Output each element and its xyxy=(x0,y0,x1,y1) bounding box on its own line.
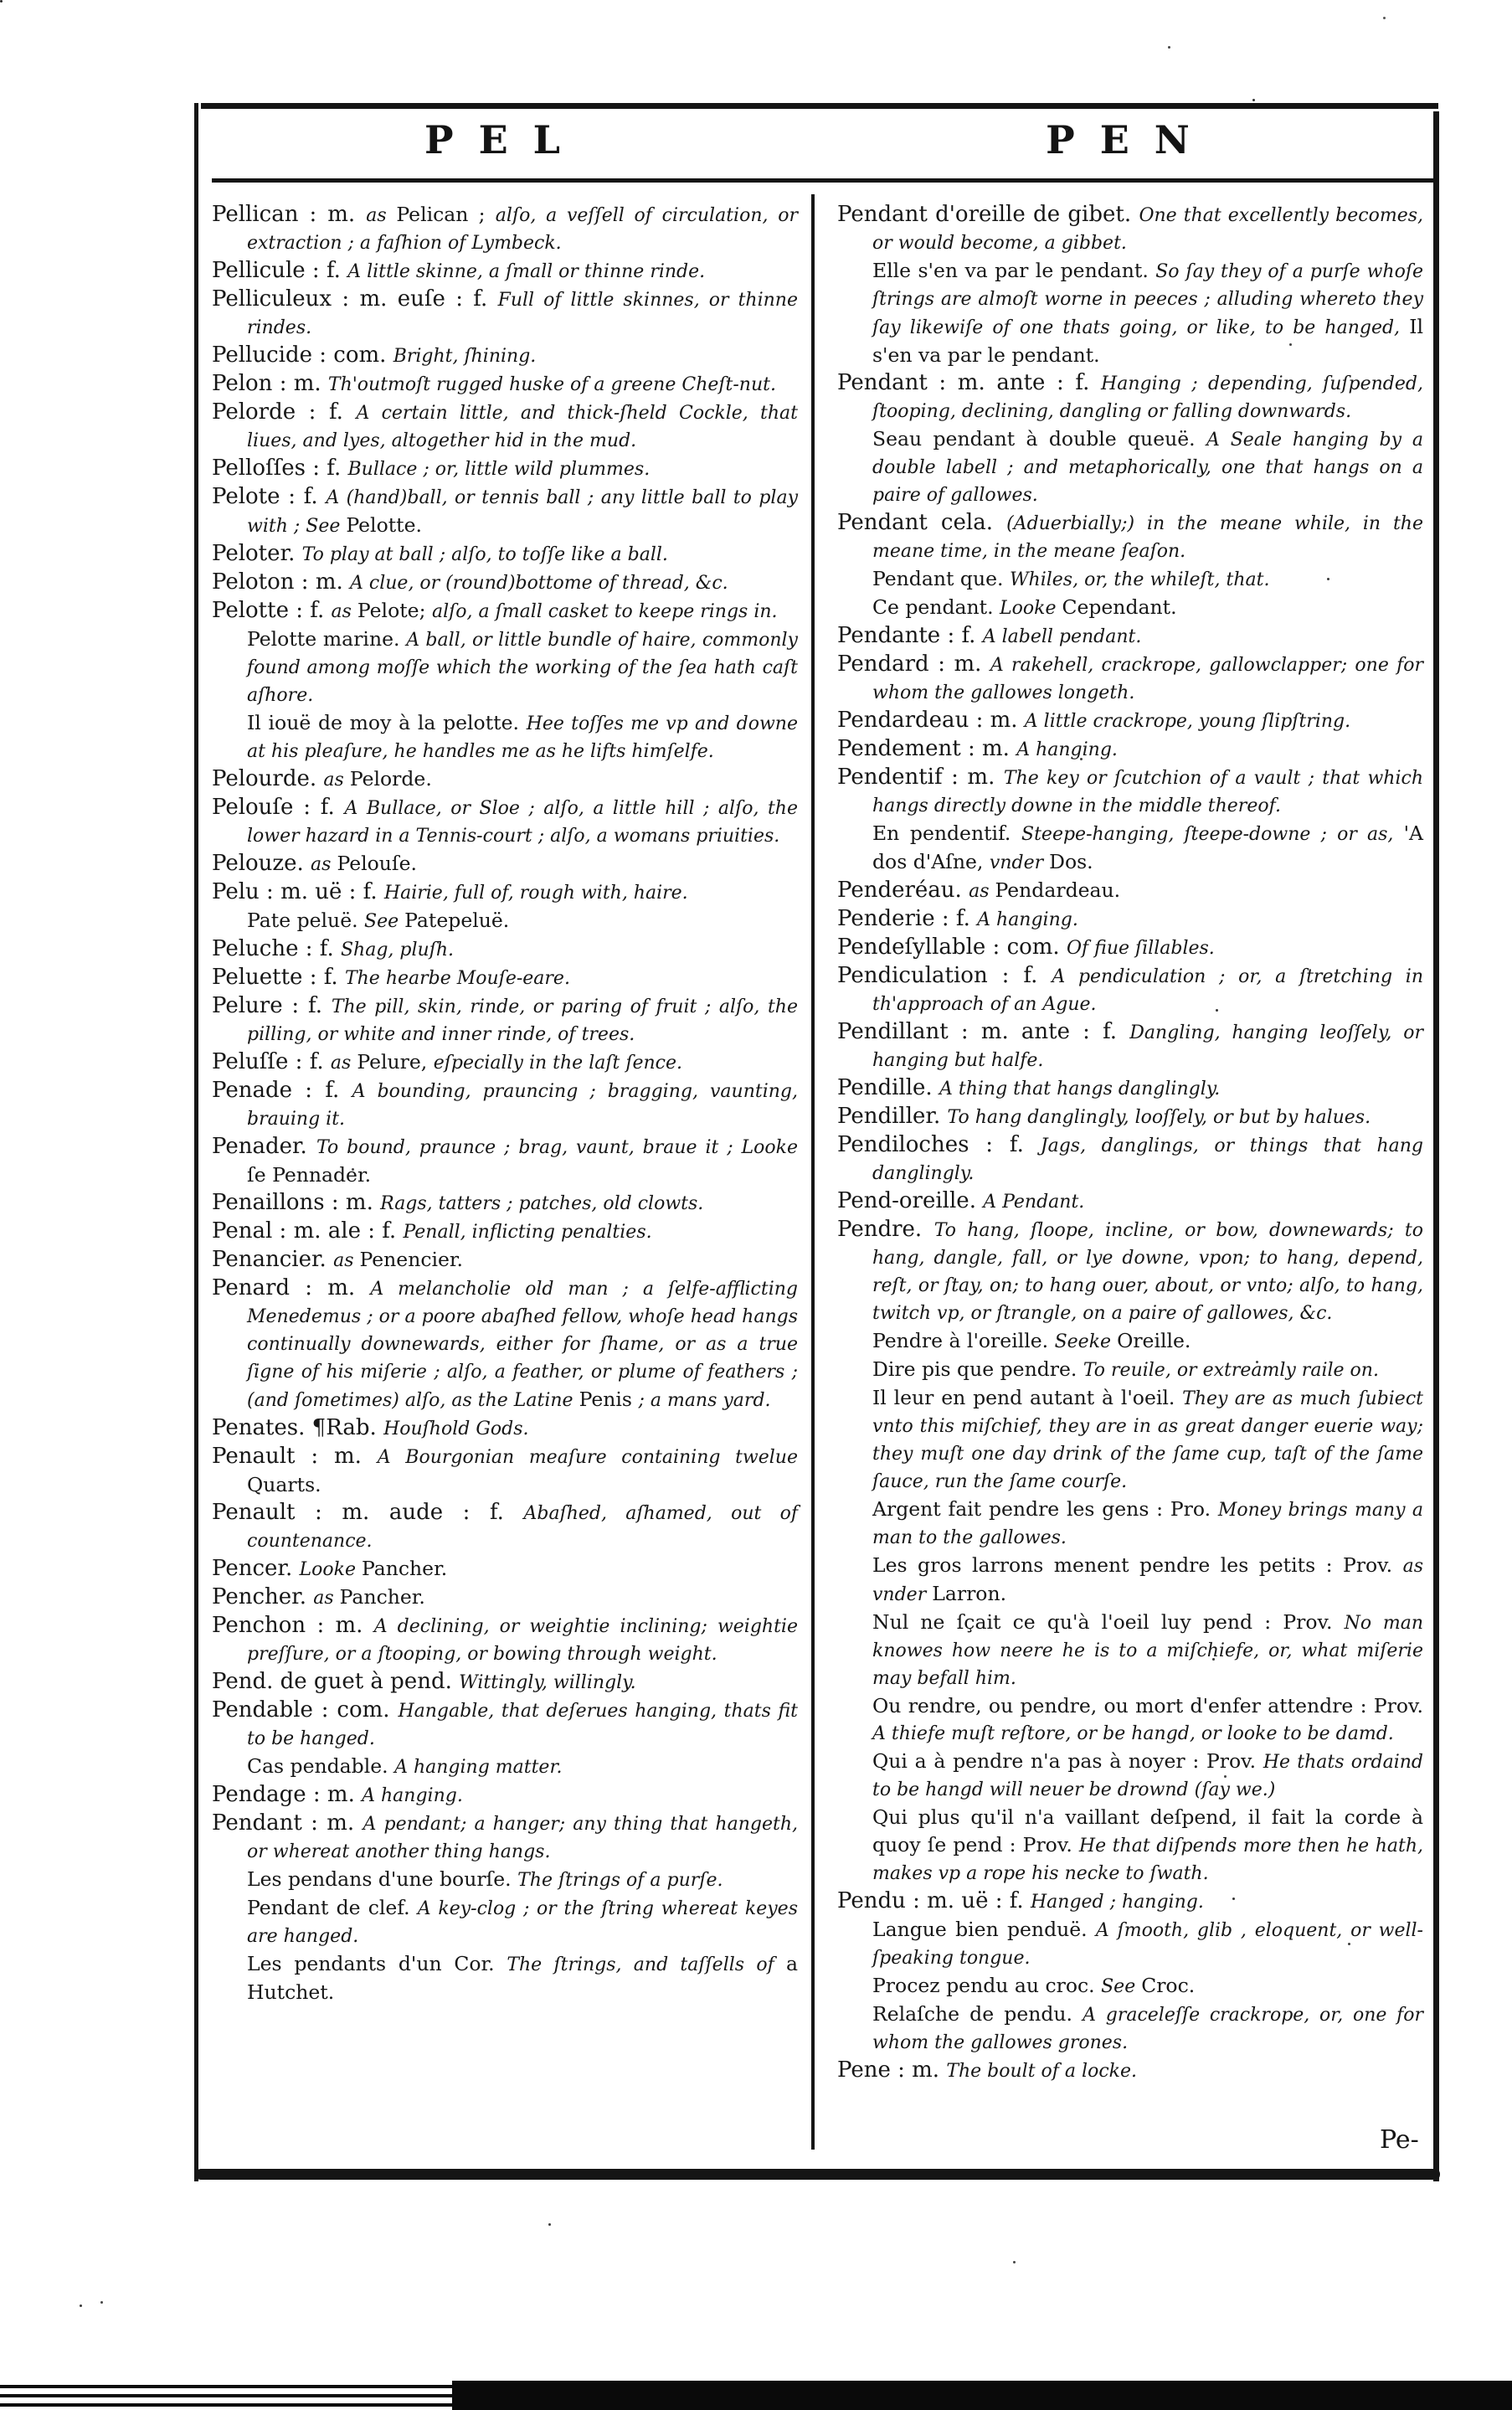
gloss-text: Wittingly, willingly. xyxy=(459,1672,636,1693)
headword: Peluſſe : f. xyxy=(212,1049,331,1074)
gloss-text: A labell pendant. xyxy=(982,626,1142,647)
dictionary-sub-entry xyxy=(837,1327,1423,1356)
dictionary-entry xyxy=(212,1499,798,1555)
column-divider-rule xyxy=(811,194,815,2150)
headword: Ce pendant. xyxy=(872,595,1000,619)
gloss-text: alſo, a ſmall casket to keepe rings in. xyxy=(431,601,778,622)
headword: Pendement : m. xyxy=(837,736,1017,761)
headword: En pendentif. xyxy=(872,821,1022,845)
dictionary-entry xyxy=(212,1583,798,1612)
gloss-text: To play at ball ; alſo, to toſſe like a ball. xyxy=(301,544,668,565)
gloss-text: eſpecially in the laſt ſence. xyxy=(433,1053,682,1074)
dictionary-entry xyxy=(212,1414,798,1443)
dictionary-sub-entry xyxy=(837,1748,1423,1804)
headword: Cas pendable. xyxy=(247,1754,395,1778)
gloss-text: A hanging matter. xyxy=(394,1757,563,1778)
dictionary-entry xyxy=(212,1697,798,1753)
headword: Il leur en pend autant à l'oeil. xyxy=(872,1386,1183,1409)
dictionary-entry xyxy=(212,878,798,907)
headword: Peluche : f. xyxy=(212,936,341,961)
french-text: Larron. xyxy=(932,1582,1007,1605)
dictionary-sub-entry xyxy=(837,1692,1423,1748)
headword: Penault : m. xyxy=(212,1444,378,1469)
french-text: Pancher. xyxy=(361,1557,448,1580)
dictionary-entry xyxy=(837,1103,1423,1131)
headword: Pelote : f. xyxy=(212,484,327,509)
gloss-text: Seeke xyxy=(1054,1331,1118,1352)
gloss-text: as vnder xyxy=(872,1556,1423,1605)
gloss-text: He that diſpends more then he hath, makes vp a rope his necke to ſwath. xyxy=(872,1836,1423,1884)
gloss-text: (Aduerbially;) in the meane while, in the meane time, in the meane ſeaſon. xyxy=(872,513,1423,562)
catchword: Pe- xyxy=(1380,2125,1419,2155)
gloss-text: as xyxy=(969,881,995,902)
headword: Peloter. xyxy=(212,541,302,566)
gloss-text: A ball, or little bundle of haire, commonly found among moſſe which the working of the ſea hath caſt aſhore. xyxy=(247,630,798,706)
gloss-text: The ſtrings of a purſe. xyxy=(517,1870,723,1891)
french-text: Oreille. xyxy=(1117,1329,1191,1352)
dictionary-entry xyxy=(212,455,798,483)
gloss-text: Looke xyxy=(299,1559,362,1580)
headword: Pelotte marine. xyxy=(247,627,407,651)
gloss-text: Whiles, or, the whileſt, that. xyxy=(1009,569,1270,590)
page-header-right: PEN xyxy=(1046,117,1215,162)
gloss-text: To hang, ſloope, incline, or bow, downewards; to hang, dangle, fall, or lye downe, vpon; to hang, depend, reſt, or ſtay, on; to hang ouer, about, or vnto; alſo, to hang, twitch vp, or ſtrangle, on a paire of gallowes, &c. xyxy=(872,1220,1423,1324)
gloss-text: A little skinne, a ſmall or thinne rinde. xyxy=(347,261,706,282)
headword: Pendre. xyxy=(837,1217,934,1242)
headword: Les pendans d'une bourſe. xyxy=(247,1867,518,1891)
dictionary-entry xyxy=(212,286,798,342)
dictionary-entry xyxy=(837,962,1423,1018)
scan-noise-speckles xyxy=(0,0,3,3)
french-text: Penis xyxy=(579,1388,639,1411)
gloss-text: A graceleſſe crackrope, or, one for whom the gallowes grones. xyxy=(872,2005,1423,2053)
gloss-text: A pendant; a hanger; any thing that hangeth, or whereat another thing hangs. xyxy=(247,1814,798,1862)
headword: Pelloſſes : f. xyxy=(212,456,348,481)
headword: Pend-oreille. xyxy=(837,1188,984,1213)
headword: Pendu : m. uë : f. xyxy=(837,1888,1031,1913)
gloss-text: Bullace ; or, little wild plummes. xyxy=(347,459,651,480)
gloss-text: A hanging. xyxy=(1016,739,1118,760)
gloss-text: The ſtrings, and taſſells of xyxy=(507,1954,786,1975)
headword: Pend. de guet à pend. xyxy=(212,1669,460,1694)
dictionary-entry xyxy=(837,201,1423,257)
gloss-text: A bounding, prauncing ; bragging, vaunting, brauing it. xyxy=(247,1081,798,1130)
header-separator-rule xyxy=(212,178,1436,183)
headword: Pendiller. xyxy=(837,1104,948,1129)
left-border-rule xyxy=(194,103,198,2181)
headword: Pendard : m. xyxy=(837,651,990,677)
gloss-text: A Seale hanging by a double labell ; and metaphorically, one that hangs on a paire of gallowes. xyxy=(872,430,1423,506)
headword: Penard : m. xyxy=(212,1275,371,1300)
headword: Pelotte : f. xyxy=(212,598,332,623)
dictionary-entry xyxy=(212,1810,798,1866)
headword: Penancier. xyxy=(212,1247,334,1272)
headword: Pelu : m. uë : f. xyxy=(212,879,384,904)
dictionary-sub-entry xyxy=(837,1496,1423,1552)
headword: Pendant : m. xyxy=(212,1810,363,1836)
headword: Nul ne ſçait ce qu'à l'oeil luy pend : Prov. xyxy=(872,1610,1345,1634)
dictionary-entry xyxy=(212,1275,798,1414)
dictionary-entry xyxy=(837,622,1423,651)
headword: Qui plus qu'il n'a vaillant deſpend, il fait la corde à quoy ſe pend : Prov. xyxy=(872,1805,1423,1856)
french-text: Il s'en va par le pendant. xyxy=(872,315,1423,367)
headword: Pellucide : com. xyxy=(212,342,393,368)
dictionary-entry xyxy=(837,509,1423,565)
dictionary-sub-entry xyxy=(837,257,1423,369)
headword: Elle s'en va par le pendant. xyxy=(872,259,1156,282)
headword: Penchon : m. xyxy=(212,1613,374,1638)
dictionary-sub-entry xyxy=(212,1866,798,1894)
dictionary-entry xyxy=(837,707,1423,735)
dictionary-entry xyxy=(212,765,798,794)
gloss-text: The key or ſcutchion of a vault ; that which hangs directly downe in the middle thereof. xyxy=(872,768,1424,816)
headword: Penal : m. ale : f. xyxy=(212,1218,404,1244)
headword: Pendiculation : f. xyxy=(837,963,1052,988)
headword: Pellican : m. xyxy=(212,202,367,227)
gloss-text: as xyxy=(311,854,337,875)
french-text: Pelorde. xyxy=(349,767,432,790)
headword: Pelourde. xyxy=(212,766,324,791)
dictionary-entry xyxy=(212,1048,798,1077)
dictionary-sub-entry xyxy=(837,820,1423,877)
gloss-text: Steepe-hanging, ſteepe-downe ; or as, xyxy=(1021,824,1404,845)
dictionary-sub-entry xyxy=(212,1894,798,1950)
headword: Pendardeau : m. xyxy=(837,708,1025,733)
gloss-text: ; a mans yard. xyxy=(638,1390,771,1411)
dictionary-entry xyxy=(212,1781,798,1810)
scan-artifact-stripes xyxy=(0,2385,456,2410)
headword: Qui a à pendre n'a pas à noyer : Prov. xyxy=(872,1749,1263,1773)
gloss-text: See xyxy=(364,911,405,932)
gloss-text: Hairie, full of, rough with, haire. xyxy=(383,883,688,904)
dictionary-entry xyxy=(212,1612,798,1668)
headword: Pencher. xyxy=(212,1584,314,1609)
headword: Pendille. xyxy=(837,1075,939,1100)
headword: Peloton : m. xyxy=(212,569,351,595)
gloss-text: So ſay they of a purſe whoſe ſtrings are almoſt worne in peeces ; alluding whereto they ſay likewiſe of one thats going, or like, to be hanged, xyxy=(872,261,1423,338)
dictionary-sub-entry xyxy=(212,709,798,765)
headword: Argent fait pendre les gens : Pro. xyxy=(872,1497,1218,1521)
headword: Pellicule : f. xyxy=(212,258,348,283)
headword: Penader. xyxy=(212,1134,316,1159)
dictionary-entry xyxy=(837,1887,1423,1916)
headword: Pendant cela. xyxy=(837,510,1007,535)
gloss-text: Hee toſſes me vp and downe at his pleaſure, he handles me as he lifts himſelfe. xyxy=(247,713,798,762)
dictionary-sub-entry xyxy=(212,907,798,935)
gloss-text: Hangable, that deſerues hanging, thats fit to be hanged. xyxy=(247,1701,798,1749)
french-text: Pelican ; xyxy=(396,203,496,226)
headword: Procez pendu au croc. xyxy=(872,1974,1102,1997)
gloss-text: Th'outmoſt rugged huske of a greene Cheſt-nut. xyxy=(327,374,776,395)
headword: Pelorde : f. xyxy=(212,399,357,425)
headword: Il iouë de moy à la pelotte. xyxy=(247,711,527,734)
dictionary-entry xyxy=(837,934,1423,962)
dictionary-entry xyxy=(837,764,1423,820)
dictionary-entry xyxy=(212,597,798,626)
dictionary-entry xyxy=(837,1074,1423,1103)
french-text: Pelote; xyxy=(357,599,432,622)
gloss-text: as xyxy=(333,1250,360,1271)
gloss-text: vnder xyxy=(989,852,1050,873)
gloss-text: Rags, tatters ; patches, old clowts. xyxy=(380,1193,704,1214)
gloss-text: The pill, skin, rinde, or paring of fruit ; alſo, the pilling, or white and inner rinde, of trees. xyxy=(247,996,798,1045)
gloss-text: To hang danglingly, looſſely, or but by halues. xyxy=(947,1107,1371,1128)
gloss-text: as xyxy=(330,1053,357,1074)
dictionary-entry xyxy=(212,201,798,257)
dictionary-entry xyxy=(837,1018,1423,1074)
gloss-text: as xyxy=(323,770,350,790)
headword: Pendre à l'oreille. xyxy=(872,1329,1055,1352)
dictionary-sub-entry xyxy=(837,1356,1423,1384)
dictionary-sub-entry xyxy=(837,1384,1423,1496)
gloss-text: Of fiue ſillables. xyxy=(1066,938,1215,959)
gloss-text: No man knowes how neere he is to a miſchiefe, or, what miſerie may befall him. xyxy=(872,1613,1423,1689)
right-border-rule xyxy=(1433,111,1439,2181)
gloss-text: as xyxy=(313,1588,340,1609)
headword: Dire pis que pendre. xyxy=(872,1357,1083,1381)
headword: Pendant que. xyxy=(872,567,1010,590)
gloss-text: A little crackrope, young ſlipſtring. xyxy=(1024,711,1351,732)
dictionary-entry xyxy=(212,935,798,964)
dictionary-sub-entry xyxy=(837,1552,1423,1609)
dictionary-entry xyxy=(212,342,798,370)
dictionary-sub-entry xyxy=(837,1804,1423,1887)
gloss-text: A Bullace, or Sloe ; alſo, a little hill ; alſo, the lower hazard in a Tennis-court ; alſo, a womans priuities. xyxy=(247,798,798,847)
gloss-text: Bright, ſhining. xyxy=(393,346,537,367)
dictionary-sub-entry xyxy=(837,425,1423,509)
dictionary-entry xyxy=(212,1189,798,1218)
gloss-text: They are as much ſubiect vnto this miſchief, they are in as great danger euerie way; they muſt one day drink of the ſame cup, taſt of the ſame ſauce, run the ſame courſe. xyxy=(872,1388,1423,1492)
dictionary-entry xyxy=(212,1218,798,1246)
gloss-text: Hanging ; depending, ſuſpended, ſtooping, declining, dangling or falling downwards. xyxy=(872,373,1423,422)
french-text: Cependant. xyxy=(1062,595,1177,619)
headword: Pelouze. xyxy=(212,851,311,876)
gloss-text: See xyxy=(1101,1976,1142,1997)
gloss-text: A (hand)ball, or tennis ball ; any little ball to play with ; See xyxy=(247,487,798,537)
headword: Penade : f. xyxy=(212,1078,352,1103)
headword: Pendillant : m. ante : f. xyxy=(837,1019,1130,1044)
scan-artifact-bar xyxy=(452,2381,1512,2410)
dictionary-entry xyxy=(837,735,1423,764)
french-text: Patepeluë. xyxy=(404,909,510,932)
headword: Peluette : f. xyxy=(212,965,345,990)
french-text: Pelure, xyxy=(357,1050,434,1074)
dictionary-entry xyxy=(212,257,798,286)
gloss-text: Full of little skinnes, or thinne rindes. xyxy=(247,290,798,338)
dictionary-entry xyxy=(212,1555,798,1583)
french-text: Pelouſe. xyxy=(337,852,417,875)
dictionary-sub-entry xyxy=(212,626,798,709)
dictionary-entry xyxy=(212,370,798,399)
gloss-text: Houſhold Gods. xyxy=(383,1419,529,1439)
gloss-text: A melancholie old man ; a ſelfe-afflicting Menedemus ; or a poore abaſhed fellow, whoſe head hangs continually downewards, either for ſhame, or as a true ſigne of his miſerie ; alſo, a feather, or plume of feathers ; (and ſometimes) alſo, as the Latine xyxy=(247,1279,798,1411)
gloss-text: alſo, a veſſell of circulation, or extraction ; a faſhion of Lymbeck. xyxy=(247,205,798,254)
headword: Pendage : m. xyxy=(212,1782,363,1807)
gloss-text: A pendiculation ; or, a ſtretching in th'approach of an Ague. xyxy=(872,966,1424,1015)
dictionary-entry xyxy=(837,1131,1423,1187)
headword: Penault : m. aude : f. xyxy=(212,1500,524,1525)
dictionary-entry xyxy=(837,2057,1423,2085)
gloss-text: He thats ordaind to be hangd will neuer be drownd (ſay we.) xyxy=(872,1752,1424,1800)
headword: Pelliculeux : m. euſe : f. xyxy=(212,286,498,312)
headword: Penderéau. xyxy=(837,878,969,903)
dictionary-entry xyxy=(212,992,798,1048)
french-text: Dos. xyxy=(1049,850,1093,873)
headword: Pene : m. xyxy=(837,2057,947,2083)
french-text: Pelotte. xyxy=(346,513,422,537)
headword: Pencer. xyxy=(212,1556,300,1581)
gloss-text: Penall, inflicting penalties. xyxy=(403,1222,652,1243)
dictionary-sub-entry xyxy=(837,1916,1423,1972)
dictionary-entry xyxy=(837,369,1423,425)
column-right xyxy=(837,201,1423,2085)
headword: Les gros larrons menent pendre les petits : Prov. xyxy=(872,1553,1403,1577)
dictionary-sub-entry xyxy=(837,1972,1423,2001)
gloss-text: One that excellently becomes, or would become, a gibbet. xyxy=(872,205,1423,254)
gloss-text: Jags, danglings, or things that hang danglingly. xyxy=(872,1135,1423,1184)
dictionary-sub-entry xyxy=(837,594,1423,622)
dictionary-entry xyxy=(212,483,798,540)
gloss-text: A Bourgonian meaſure containing twelue xyxy=(377,1447,798,1468)
column-left xyxy=(212,201,798,2006)
headword: Pendiloches : f. xyxy=(837,1132,1041,1157)
gloss-text: A thiefe muſt reſtore, or be hangd, or looke to be damd. xyxy=(872,1723,1394,1744)
top-border-rule xyxy=(201,103,1438,109)
dictionary-entry xyxy=(837,1216,1423,1327)
french-text: Croc. xyxy=(1141,1974,1196,1997)
gloss-text: Abaſhed, aſhamed, out of countenance. xyxy=(247,1503,798,1552)
french-text: Pancher. xyxy=(339,1585,425,1609)
dictionary-entry xyxy=(212,1246,798,1275)
dictionary-entry xyxy=(212,964,798,992)
dictionary-entry xyxy=(212,794,798,850)
headword: Relaſche de pendu. xyxy=(872,2002,1083,2026)
headword: Pendeſyllable : com. xyxy=(837,935,1067,960)
french-text: Quarts. xyxy=(247,1473,321,1496)
gloss-text: A certain little, and thick-ſheld Cockle, that liues, and lyes, altogether hid in the mud. xyxy=(247,403,799,451)
gloss-text: A clue, or (round)bottome of thread, &c. xyxy=(350,573,728,594)
gloss-text: as xyxy=(331,601,357,622)
dictionary-sub-entry xyxy=(212,1753,798,1781)
dictionary-entry xyxy=(212,540,798,569)
dictionary-sub-entry xyxy=(837,2001,1423,2057)
gloss-text: The boult of a locke. xyxy=(946,2061,1137,2082)
gloss-text: A hanging. xyxy=(977,909,1078,930)
headword: Langue bien penduë. xyxy=(872,1918,1096,1941)
page-header-left: PEL xyxy=(424,117,585,162)
french-text: a Hutchet. xyxy=(247,1952,798,2004)
headword: Pendant d'oreille de gibet. xyxy=(837,202,1139,227)
gloss-text: A declining, or weightie inclining; weightie preſſure, or a ſtooping, or bowing through weight. xyxy=(247,1616,798,1665)
headword: Les pendants d'un Cor. xyxy=(247,1952,507,1975)
headword: Pelouſe : f. xyxy=(212,795,345,820)
dictionary-sub-entry xyxy=(837,565,1423,594)
dictionary-entry xyxy=(837,651,1423,707)
gloss-text: Dangling, hanging leoſſely, or hanging but halfe. xyxy=(872,1022,1423,1071)
dictionary-entry xyxy=(212,1668,798,1697)
gloss-text: Shag, pluſh. xyxy=(340,940,455,960)
dictionary-entry xyxy=(212,399,798,455)
headword: Pendable : com. xyxy=(212,1697,399,1723)
gloss-text: A thing that hangs danglingly. xyxy=(939,1079,1221,1099)
french-text: Pendardeau. xyxy=(995,878,1121,902)
headword: Penates. ¶Rab. xyxy=(212,1415,384,1440)
dictionary-entry xyxy=(837,1187,1423,1216)
headword: Ou rendre, ou pendre, ou mort d'enfer attendre : Prov. xyxy=(872,1694,1423,1717)
gloss-text: A key-clog ; or the ſtring whereat keyes are hanged. xyxy=(247,1898,798,1947)
bottom-border-rule xyxy=(196,2169,1440,2180)
headword: Pendant de clef. xyxy=(247,1896,418,1919)
gloss-text: To bound, praunce ; brag, vaunt, braue it ; Looke xyxy=(316,1137,798,1158)
dictionary-sub-entry xyxy=(837,1609,1423,1692)
headword: Pelure : f. xyxy=(212,993,332,1018)
gloss-text: A ſmooth, glib , eloquent, or well-ſpeaking tongue. xyxy=(872,1920,1423,1969)
headword: Penderie : f. xyxy=(837,906,978,931)
gloss-text: Looke xyxy=(1000,598,1062,619)
gloss-text: To reuile, or extreamly raile on. xyxy=(1083,1360,1379,1381)
dictionary-entry xyxy=(837,877,1423,905)
gloss-text: Money brings many a man to the gallowes. xyxy=(872,1500,1423,1548)
french-text: ſe Pennader. xyxy=(247,1163,372,1187)
dictionary-entry xyxy=(212,1077,798,1133)
headword: Pendante : f. xyxy=(837,623,983,648)
dictionary-entry xyxy=(212,1133,798,1189)
french-text: 'A dos d'Aſne, xyxy=(872,821,1423,873)
gloss-text: The hearbe Mouſe-eare. xyxy=(344,968,570,989)
dictionary-entry xyxy=(212,850,798,878)
french-text: Penencier. xyxy=(359,1248,464,1271)
gloss-text: A Pendant. xyxy=(983,1192,1085,1213)
dictionary-entry xyxy=(212,1443,798,1499)
headword: Seau pendant à double queuë. xyxy=(872,427,1206,451)
dictionary-entry xyxy=(212,569,798,597)
headword: Penaillons : m. xyxy=(212,1190,381,1215)
headword: Pelon : m. xyxy=(212,371,328,396)
dictionary-entry xyxy=(837,905,1423,934)
gloss-text: A hanging. xyxy=(362,1785,463,1806)
gloss-text: as xyxy=(366,205,397,226)
headword: Pendentif : m. xyxy=(837,765,1004,790)
headword: Pendant : m. ante : f. xyxy=(837,370,1102,395)
dictionary-sub-entry xyxy=(212,1950,798,2006)
headword: Pate peluë. xyxy=(247,909,365,932)
gloss-text: Hanged ; hanging. xyxy=(1030,1892,1204,1913)
gloss-text: A rakehell, crackrope, gallowclapper; one for whom the gallowes longeth. xyxy=(872,655,1423,703)
